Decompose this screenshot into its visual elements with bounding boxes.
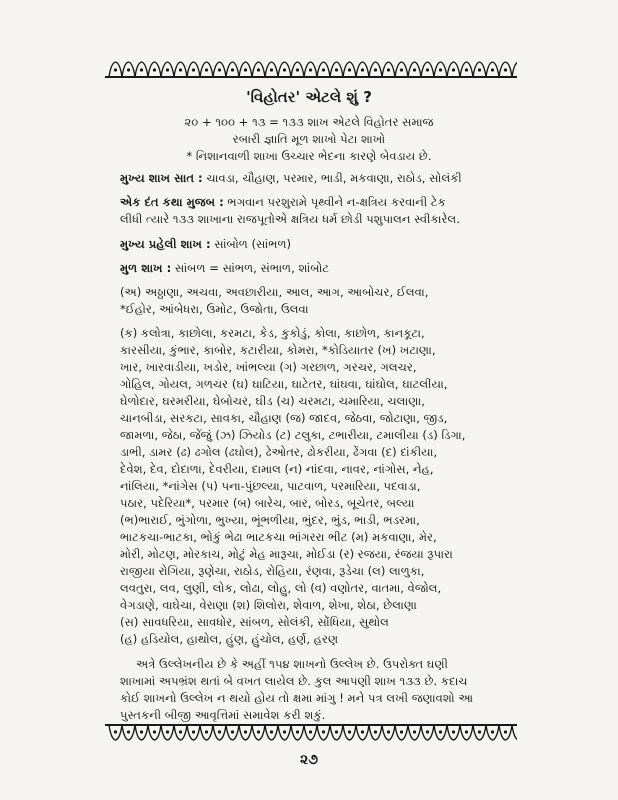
- ornament-leaf: [512, 62, 517, 77]
- ornament-dot: [413, 730, 416, 733]
- branch-list-line: નાંલિયા, *નાંગેસ (પ) પના-પુંછલ્યા, પાટવાળ, પરમારિયા, પદવાડા,: [120, 479, 421, 493]
- ornament-dot: [140, 730, 143, 733]
- root-branch-line: [120, 260, 329, 276]
- ornament-dot: [504, 730, 507, 733]
- intro-line: રબારી જ્ઞાતિ મૂળ શાખો પેટા શાખો: [232, 132, 386, 146]
- intro-line: ૨૦ + ૧૦૦ + ૧૩ = ૧૩૩ શાખ એટલે વિહોતર સમાજ: [184, 115, 434, 129]
- main-sub-text: સાંબોળ (સાંભળ): [210, 237, 292, 251]
- ornament-dot: [192, 68, 195, 71]
- ornament-dot: [465, 68, 468, 71]
- branch-list-line: (સ) સાવધરિયા, સાવધોર, સાંબળ, સોલંકી, સોંધિયા, સુથોલ: [120, 615, 389, 629]
- ornament-dot: [361, 730, 364, 733]
- branch-list-line: ખાર, ખારવાડીયા, ખડોર, ખાંભલ્યા (ગ) ગરછાળ, ગરચર, ગલચર,: [120, 360, 417, 374]
- ornament-dot: [478, 730, 481, 733]
- ornament-dot: [426, 68, 429, 71]
- ornament-dot: [166, 68, 169, 71]
- branch-list-line: (હ) હડિયોલ, હાથોલ, હુંણ, હુંચોલ, હર્ણ, હરણ: [120, 632, 339, 646]
- branch-list-line: લવતુરા, લવ, લુણી, લોક, લોઢા, લોહુ, લો (વ) વણોતર, વાતમા, વેજોલ,: [120, 581, 442, 595]
- page-title: 'વિહોતર' એટલે શું ?: [246, 88, 372, 106]
- legend-line: [120, 194, 446, 210]
- ornament-dot: [179, 730, 182, 733]
- ornament-dot: [283, 68, 286, 71]
- ornament-dot: [387, 730, 390, 733]
- intro-line: * નિશાનવાળી શાખા ઉચ્ચાર ભેદના કારણે બેવડાય છે.: [186, 149, 432, 163]
- branch-list-line: ઘેળોદાર, ઘરમરીયા, ઘેબોચર, ઘીડ (ચ) ચરમટા, ચમારિયા, ચલાણા,: [120, 394, 425, 408]
- ornament-dot: [231, 730, 234, 733]
- ornament-dot: [283, 730, 286, 733]
- ornament-dot: [400, 68, 403, 71]
- ornament-dot: [400, 730, 403, 733]
- branch-list-line: (અ) અઠ્ઠાણા, અચવા, અવછારીયા, આલ, આગ, આબોચર, ઈલવા,: [120, 285, 429, 299]
- branch-list-line: ભાટકચા-ભાટકા, ભોકું ભેઢા ભાટકચા ભાંગરરા ભીટ (મ) મકવાણા, મેર,: [120, 530, 437, 544]
- main-branches-label: મુખ્ય શાખ સાત :: [120, 171, 203, 185]
- bottom-ornament-border: [105, 722, 517, 744]
- root-branch-text: સાંબળ = સાંભળ, સંભાળ, શાંબોટ: [171, 261, 330, 275]
- ornament-dot: [491, 68, 494, 71]
- ornament-dot: [244, 68, 247, 71]
- ornament-dot: [153, 730, 156, 733]
- ornament-dot: [218, 730, 221, 733]
- ornament-dot: [335, 68, 338, 71]
- closing-paragraph-line: કોઈ શાખનો ઉલ્લેખ ન થયો હોય તો ક્ષમા માંગુ ! મને પત્ર લખી જણાવશો આ: [120, 691, 474, 705]
- ornament-dot: [322, 730, 325, 733]
- branch-list-line: (ભ)ભારાઈ, ભુંગોળા, ભુખ્યા, ભૂંભળીયા, ભુંદર, ભુંડ, ભાડી, ભડરમા,: [120, 513, 420, 527]
- ornament-dot: [205, 730, 208, 733]
- page-number: ૨૭: [300, 752, 318, 768]
- branch-list-line: વેગડાણે, વાઘેચા, વેરાણા (શ) શિલોરા, શેવાળ, શેખા, શેઠા, છેલાણા: [120, 598, 417, 612]
- branch-list-line: ચાનબીડા, સરકટા, સાવકા, ચૌહાણ (જ) જાદવ, જેઠવા, જોટાણા, જીડ,: [120, 411, 448, 425]
- ornament-dot: [452, 730, 455, 733]
- ornament-dot: [244, 730, 247, 733]
- ornament-dot: [140, 68, 143, 71]
- branch-list-line: રાજીયા રોગિયા, રૂણેચા, રાઠોડ, રોહિયા, રંણવા, રૂડેચા (લ) લાળુકા,: [120, 564, 425, 578]
- ornament-dot: [348, 730, 351, 733]
- ornament-leaf: [512, 725, 517, 740]
- ornament-svg: [105, 58, 517, 80]
- ornament-dot: [270, 68, 273, 71]
- branch-list-line: ડાભી, ડામર (ઢ) ઢગોલ (ઢઘોલ), ઢેઓતર, ઢોકરીયા, ઢેંગવા (દ) દાંકીયા,: [120, 445, 438, 459]
- ornament-dot: [166, 730, 169, 733]
- closing-paragraph-line: પુસ્તકની બીજી આવૃત્તિમાં સમાવેશ કરી શકું.: [120, 708, 326, 722]
- ornament-dot: [205, 68, 208, 71]
- ornament-dot: [192, 730, 195, 733]
- ornament-dot: [491, 730, 494, 733]
- ornament-dot: [452, 68, 455, 71]
- ornament-dot: [374, 730, 377, 733]
- ornament-dot: [348, 68, 351, 71]
- closing-paragraph-line: શાખામાં અપભ્રંશ થતાં બે વખત લાયેલ છે. કુલ આપણી શાખ ૧૩૩ છે. કદાચ: [120, 674, 468, 688]
- ornament-dot: [426, 730, 429, 733]
- main-branches-text: ચાવડા, ચૌહાણ, પરમાર, ભાડી, મકવાણા, રાઠોડ, સોલંકી: [202, 171, 462, 185]
- branch-list-line: પઠાર, પદેરિયા*, પરમાર (બ) બારેચ, બાર, બોરડ, બૂચેતર, બલ્યા: [120, 496, 415, 510]
- ornament-dot: [387, 68, 390, 71]
- ornament-dot: [335, 730, 338, 733]
- legend-line: લીધી ત્યારે ૧૩૩ શાખાના રાજપૂતોએ ક્ષત્રિય ધર્મ છોડી પશુપાલન સ્વીકારેલ.: [120, 212, 460, 226]
- branch-list-line: ગોહિલ, ગોયલ, ગળચર (ઘ) ઘાટિયા, ઘાટેતર, ઘાંઘવા, ઘાંઘોલ, ઘાટલીયા,: [120, 377, 448, 391]
- main-sub-line: [120, 236, 291, 252]
- branch-list-line: મોરી, મોટણ, મોરકાચ, મોટું મેહ મારૂચા, મોઈડા (ર) રજયા, રંજયા રૂપારા: [120, 547, 453, 561]
- ornament-dot: [270, 730, 273, 733]
- ornament-dot: [127, 730, 130, 733]
- main-sub-label: મુખ્ય પ્રહેલી શાખ :: [120, 237, 211, 251]
- branch-list-line: દેવેશ, દેવ, દોદાળા, દેવરીયા, દામાલ (ન) નાંદવા, નાવર, નાંગોસ, નેહ,: [120, 462, 434, 476]
- branch-list-line: જામળા, જેઠા, જેંજું (ઝ) ઝિયોડ (ટ) ટલુકા, ટભારીયા, ટમાલીયા (ડ) ડિગા,: [120, 428, 466, 442]
- branch-list-line: *ઈહોર, આંબેધરા, ઉમોટ, ઉજોતા, ઉલવા: [120, 302, 309, 316]
- ornament-dot: [309, 68, 312, 71]
- legend-text: ભગવાન પરશુરામે પૃથ્વીને ન-ક્ષત્રિય કરવાની ટેક: [223, 195, 446, 209]
- ornament-dot: [322, 68, 325, 71]
- ornament-dot: [439, 730, 442, 733]
- ornament-dot: [257, 68, 260, 71]
- ornament-dot: [309, 730, 312, 733]
- ornament-dot: [114, 730, 117, 733]
- ornament-dot: [439, 68, 442, 71]
- ornament-dot: [218, 68, 221, 71]
- top-ornament-border: [105, 58, 517, 80]
- main-branches-line: [120, 170, 462, 186]
- ornament-dot: [413, 68, 416, 71]
- ornament-dot: [296, 730, 299, 733]
- ornament-dot: [465, 730, 468, 733]
- legend-label: એક દંત કથા મુજબ :: [120, 195, 224, 209]
- ornament-dot: [127, 68, 130, 71]
- ornament-dot: [257, 730, 260, 733]
- ornament-dot: [179, 68, 182, 71]
- ornament-dot: [114, 68, 117, 71]
- root-branch-label: મુળ શાખ :: [120, 261, 172, 275]
- ornament-dot: [153, 68, 156, 71]
- ornament-dot: [231, 68, 234, 71]
- ornament-dot: [504, 68, 507, 71]
- ornament-svg: [105, 722, 517, 744]
- branch-list-line: (ક) કલોત્રા, કાછોલા, કરમટા, કેડ, કુકોડું, કોલા, કાછોળ, કાનકૂટા,: [120, 326, 425, 340]
- ornament-dot: [361, 68, 364, 71]
- ornament-dot: [374, 68, 377, 71]
- ornament-dot: [296, 68, 299, 71]
- closing-paragraph-line: અત્રે ઉલ્લેખનીય છે કે અહીં ૧૫૪ શાખનો ઉલ્લેખ છે. ઉપરોક્ત ઘણી: [136, 657, 448, 671]
- ornament-dot: [478, 68, 481, 71]
- branch-list-line: કારસીયા, કુંભાર, કાબોર, કટારીયા, કોમરા, *કોડિયાતર (ખ) ખટાણા,: [120, 343, 436, 357]
